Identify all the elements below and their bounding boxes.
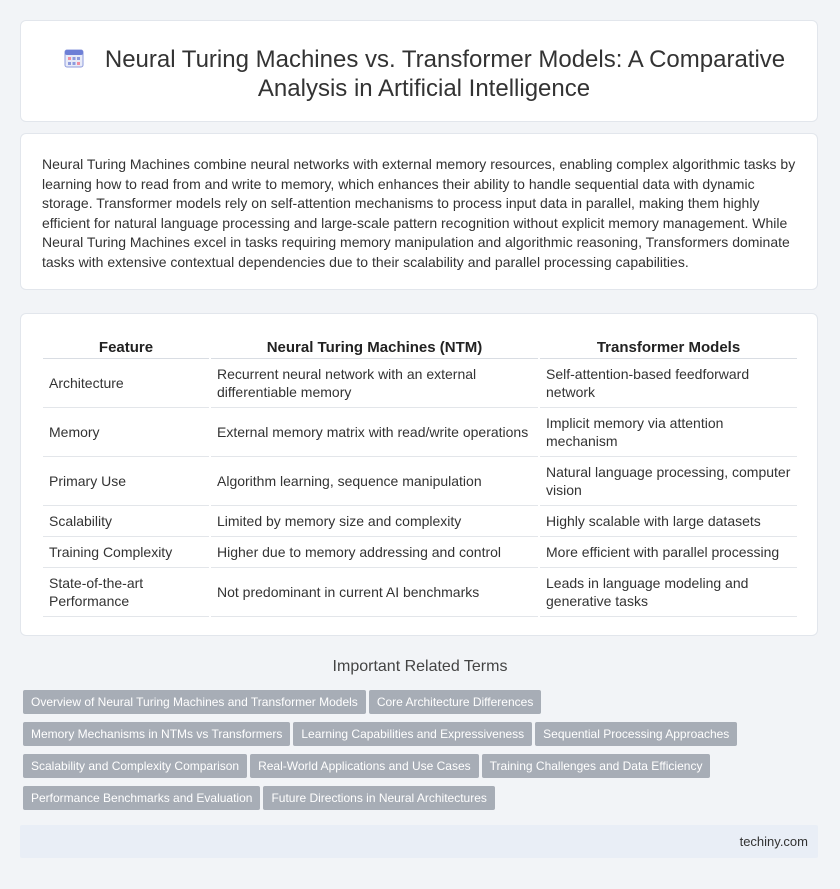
summary-text: Neural Turing Machines combine neural networks with external memory resources, enabling complex algorithmic tasks by learning how to read from and write to memory, which enhances their ability to handle sequential data with dynamic storage. Transformer models rely on self-attention mechanisms to process input data in parallel, making them highly efficient for natural language processing and large-scale pattern recognition without explicit memory management. While Neural Turing Machines excel in tasks requiring memory manipulation and algorithmic reasoning, Transformers dominate tasks with extensive contextual dependencies due to their scalability and parallel processing capabilities. (42, 156, 796, 270)
related-term-tag[interactable]: Sequential Processing Approaches (535, 722, 737, 746)
cell-ntm: Higher due to memory addressing and control (211, 537, 538, 568)
related-term-tag[interactable]: Future Directions in Neural Architectures (263, 786, 494, 810)
table-row (43, 359, 797, 408)
table-row (43, 568, 797, 617)
cell-feature: State-of-the-art Performance (43, 568, 209, 617)
cell-transformer: Highly scalable with large datasets (540, 506, 797, 537)
title-card (20, 20, 818, 122)
related-terms-title: Important Related Terms (332, 658, 508, 675)
related-term-tag[interactable]: Memory Mechanisms in NTMs vs Transformers (23, 722, 290, 746)
cell-feature: Architecture (43, 359, 209, 408)
table-row (43, 537, 797, 568)
cell-ntm: Not predominant in current AI benchmarks (211, 568, 538, 617)
footer (20, 825, 818, 858)
cell-feature: Primary Use (43, 457, 209, 506)
cell-transformer: More efficient with parallel processing (540, 537, 797, 568)
cell-transformer: Leads in language modeling and generative tasks (540, 568, 797, 617)
table-row (43, 457, 797, 506)
cell-ntm: Recurrent neural network with an external differentiable memory (211, 359, 538, 408)
cell-transformer: Implicit memory via attention mechanism (540, 408, 797, 457)
related-term-tag[interactable]: Scalability and Complexity Comparison (23, 754, 247, 778)
related-terms-tags (23, 690, 803, 818)
calendar-icon (63, 47, 85, 69)
cell-ntm: Limited by memory size and complexity (211, 506, 538, 537)
comparison-table-card (20, 313, 818, 636)
header-ntm: Neural Turing Machines (NTM) (211, 334, 538, 359)
cell-transformer: Natural language processing, computer vision (540, 457, 797, 506)
footer-site-link[interactable]: techiny.com (739, 834, 808, 849)
cell-feature: Training Complexity (43, 537, 209, 568)
related-term-tag[interactable]: Real-World Applications and Use Cases (250, 754, 479, 778)
header-feature: Feature (43, 334, 209, 359)
page-title-row (61, 45, 787, 103)
related-term-tag[interactable]: Learning Capabilities and Expressiveness (293, 722, 532, 746)
summary-card (20, 133, 818, 290)
comparison-table (41, 334, 799, 617)
header-transformer: Transformer Models (540, 334, 797, 359)
cell-feature: Scalability (43, 506, 209, 537)
cell-ntm: External memory matrix with read/write operations (211, 408, 538, 457)
cell-transformer: Self-attention-based feedforward network (540, 359, 797, 408)
related-term-tag[interactable]: Performance Benchmarks and Evaluation (23, 786, 260, 810)
related-term-tag[interactable]: Core Architecture Differences (369, 690, 542, 714)
table-row (43, 506, 797, 537)
cell-ntm: Algorithm learning, sequence manipulation (211, 457, 538, 506)
table-header-row (43, 334, 797, 359)
cell-feature: Memory (43, 408, 209, 457)
page-title: Neural Turing Machines vs. Transformer Models: A Comparative Analysis in Artificial Intelligence (104, 46, 786, 102)
related-term-tag[interactable]: Training Challenges and Data Efficiency (482, 754, 711, 778)
related-term-tag[interactable]: Overview of Neural Turing Machines and Transformer Models (23, 690, 366, 714)
table-row (43, 408, 797, 457)
